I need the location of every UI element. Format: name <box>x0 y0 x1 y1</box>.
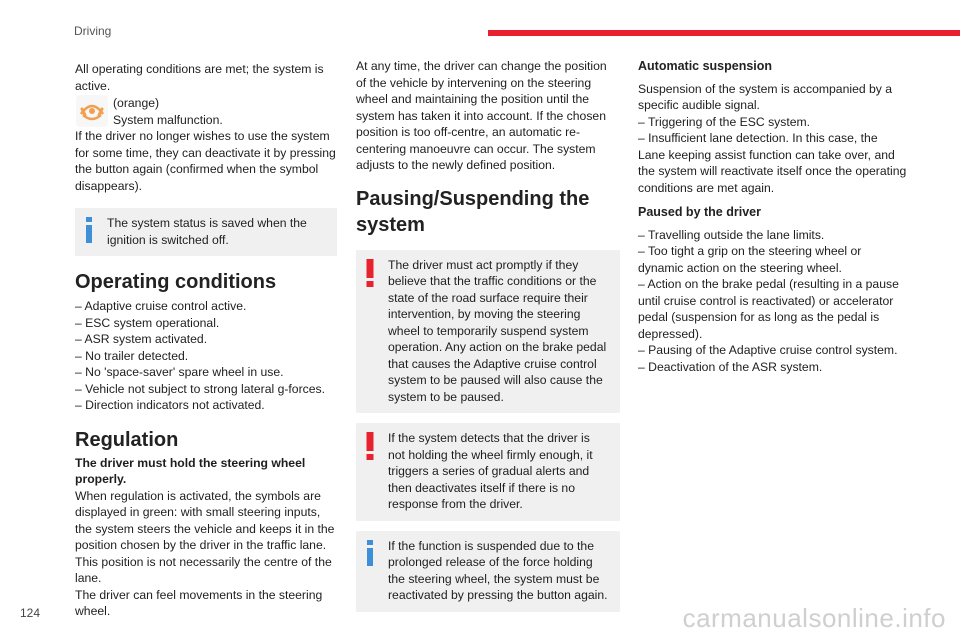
list-item: – ESC system operational. <box>75 315 220 330</box>
exclamation-icon <box>366 259 374 287</box>
info-icon <box>367 540 373 566</box>
list-item: – Deactivation of the ASR system. <box>638 359 823 374</box>
list-item: – Vehicle not subject to strong lateral g-forces. <box>75 381 325 396</box>
info-reactivate-text: If the function is suspended due to the prolonged release of the force holding the steering wheel, the system must be reactivated by pressing the button again. <box>388 538 608 602</box>
steering-wheel-hands-icon <box>75 94 109 128</box>
intro-text: All operating conditions are met; the system is active. <box>75 62 324 93</box>
list-item: – Insufficient lane detection. In this case, the Lane keeping assist function can take over, and the system will reactivate itself once the operating conditions are met again. <box>638 131 907 195</box>
operating-conditions-list <box>75 298 337 414</box>
info-box-saved <box>75 208 337 256</box>
column-3 <box>638 58 908 375</box>
list-item: – Action on the brake pedal (resulting in a pause until cruise control is reactivated) or accelerator pedal (suspension for as long as the pedal is depressed). <box>638 277 899 341</box>
alert-box-1 <box>356 250 620 414</box>
warning-symbol-row <box>75 94 337 128</box>
list-item: – Too tight a grip on the steering wheel or dynamic action on the steering wheel. <box>638 244 862 275</box>
list-item: – Direction indicators not activated. <box>75 398 265 412</box>
list-item: – Pausing of the Adaptive cruise control system. <box>638 343 898 357</box>
list-item: – Triggering of the ESC system. <box>638 114 811 129</box>
regulation-paragraph-2: The driver can feel movements in the steering wheel. <box>75 587 323 618</box>
info-icon <box>86 217 92 243</box>
automatic-suspension-text: Suspension of the system is accompanied by a specific audible signal. <box>638 81 893 112</box>
exclamation-icon <box>366 432 374 460</box>
alert-text: The driver must act promptly if they believe that the traffic conditions or the state of the road surface require their intervention, by moving the steering wheel to temporarily suspend system operation. Any action on the brake pedal that causes the Adaptive cruise control system to be paused will also cause the system to be paused. <box>388 257 607 404</box>
page-number: 124 <box>20 606 41 620</box>
watermark-text: carmanualsonline.info <box>682 603 946 633</box>
list-item: – Travelling outside the lane limits. <box>638 227 825 242</box>
regulation-paragraph: When regulation is activated, the symbols are displayed in green: with small steering inputs, the system steers the vehicle and keeps it in the position chosen by the driver in the traffic lane. This position is not necessarily the centre of the lane. <box>75 488 335 585</box>
list-item: – Adaptive cruise control active. <box>75 299 247 313</box>
deactivate-text: If the driver no longer wishes to use the system for some time, they can deactivate it by pressing the button again (confirmed when the symbol disappears). <box>75 129 336 193</box>
alert-box-2 <box>356 423 620 521</box>
paused-by-driver-heading: Paused by the driver <box>638 205 761 219</box>
pausing-heading: Pausing/Suspending the system <box>356 187 590 236</box>
warning-color-label: (orange) <box>113 96 160 110</box>
info-box-reactivate <box>356 531 620 612</box>
column-1 <box>75 61 337 620</box>
warning-label: System malfunction. <box>113 112 223 127</box>
header-section-title: Driving <box>74 24 112 38</box>
regulation-heading: Regulation <box>75 428 179 451</box>
info-saved-text: The system status is saved when the ignition is switched off. <box>107 216 307 247</box>
column-2 <box>356 58 620 612</box>
list-item: – ASR system activated. <box>75 332 208 346</box>
automatic-suspension-heading: Automatic suspension <box>638 59 773 73</box>
list-item: – No 'space-saver' spare wheel in use. <box>75 365 284 379</box>
automatic-suspension-list <box>638 114 908 197</box>
operating-conditions-heading: Operating conditions <box>75 271 277 293</box>
paused-by-driver-list <box>638 227 908 376</box>
intro-text: At any time, the driver can change the position of the vehicle by intervening on the steering wheel and maintaining the position until the system has taken it into account. If the chosen position is too off-centre, an automatic re-centering manoeuvre can occur. The system adjusts to the newly defined position. <box>356 59 607 172</box>
regulation-bold-text: The driver must hold the steering wheel properly. <box>75 455 306 486</box>
alert-text: If the system detects that the driver is not holding the wheel firmly enough, it triggers a series of gradual alerts and then deactivates itself if there is no response from the driver. <box>388 431 593 511</box>
header-accent-bar <box>488 30 960 36</box>
list-item: – No trailer detected. <box>75 348 189 363</box>
